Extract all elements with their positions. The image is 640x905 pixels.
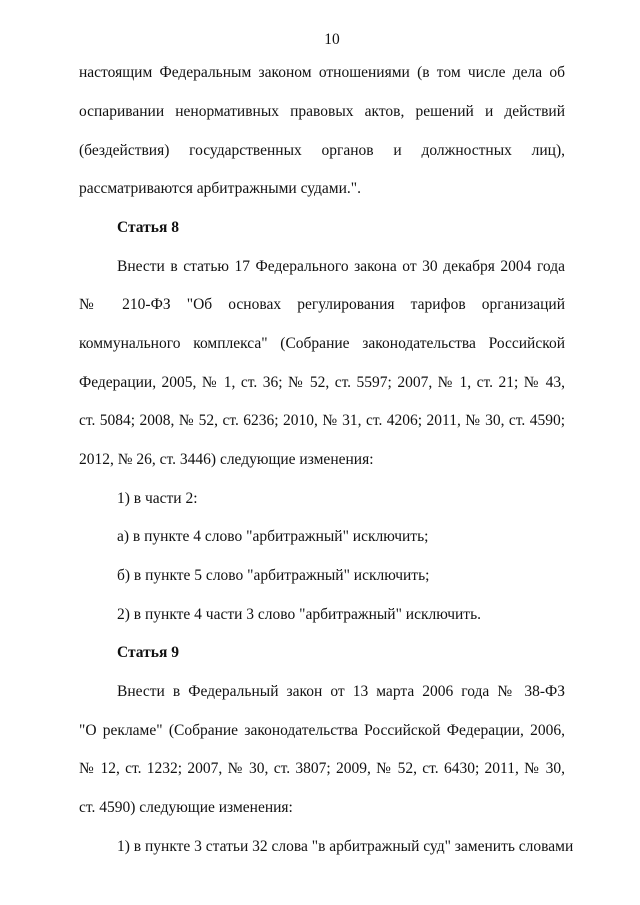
paragraph-line: рассматриваются арбитражными судами.". (79, 180, 361, 197)
article-9-line: № 12, ст. 1232; 2007, № 30, ст. 3807; 2009, № 52, ст. 6430; 2011, № 30, (79, 760, 565, 777)
article-8-line: коммунального комплекса" (Собрание законодательства Российской (79, 335, 565, 352)
article-9-line: "О рекламе" (Собрание законодательства Российской Федерации, 2006, (79, 722, 565, 739)
page-number: 10 (324, 31, 340, 48)
article-9-line: Внести в Федеральный закон от 13 марта 2006 года № 38-ФЗ (117, 683, 565, 700)
article-8-line: ст. 5084; 2008, № 52, ст. 6236; 2010, № 31, ст. 4206; 2011, № 30, ст. 4590; (79, 412, 565, 429)
article-8-line: 2012, № 26, ст. 3446) следующие изменения: (79, 451, 374, 468)
article-9-line: ст. 4590) следующие изменения: (79, 799, 293, 816)
paragraph-line: (бездействия) государственных органов и должностных лиц), (79, 142, 565, 159)
article-8-item: 1) в части 2: (117, 490, 198, 507)
article-9-item: 1) в пункте 3 статьи 32 слова "в арбитражный суд" заменить словами (117, 838, 574, 855)
article-8-line: Внести в статью 17 Федерального закона от 30 декабря 2004 года (117, 258, 565, 275)
article-8-line: Федерации, 2005, № 1, ст. 36; № 52, ст. 5597; 2007, № 1, ст. 21; № 43, (79, 374, 565, 391)
article-8-item: б) в пункте 5 слово "арбитражный" исключить; (117, 567, 430, 584)
article-9-heading: Статья 9 (117, 644, 179, 661)
paragraph-line: настоящим Федеральным законом отношениями (в том числе дела об (79, 64, 565, 81)
article-8-line: № 210-ФЗ "Об основах регулирования тарифов организаций (79, 296, 565, 313)
paragraph-line: оспаривании ненормативных правовых актов, решений и действий (79, 103, 565, 120)
article-8-heading: Статья 8 (117, 219, 179, 236)
article-8-item: а) в пункте 4 слово "арбитражный" исключить; (117, 528, 429, 545)
article-8-item: 2) в пункте 4 части 3 слово "арбитражный" исключить. (117, 606, 482, 623)
